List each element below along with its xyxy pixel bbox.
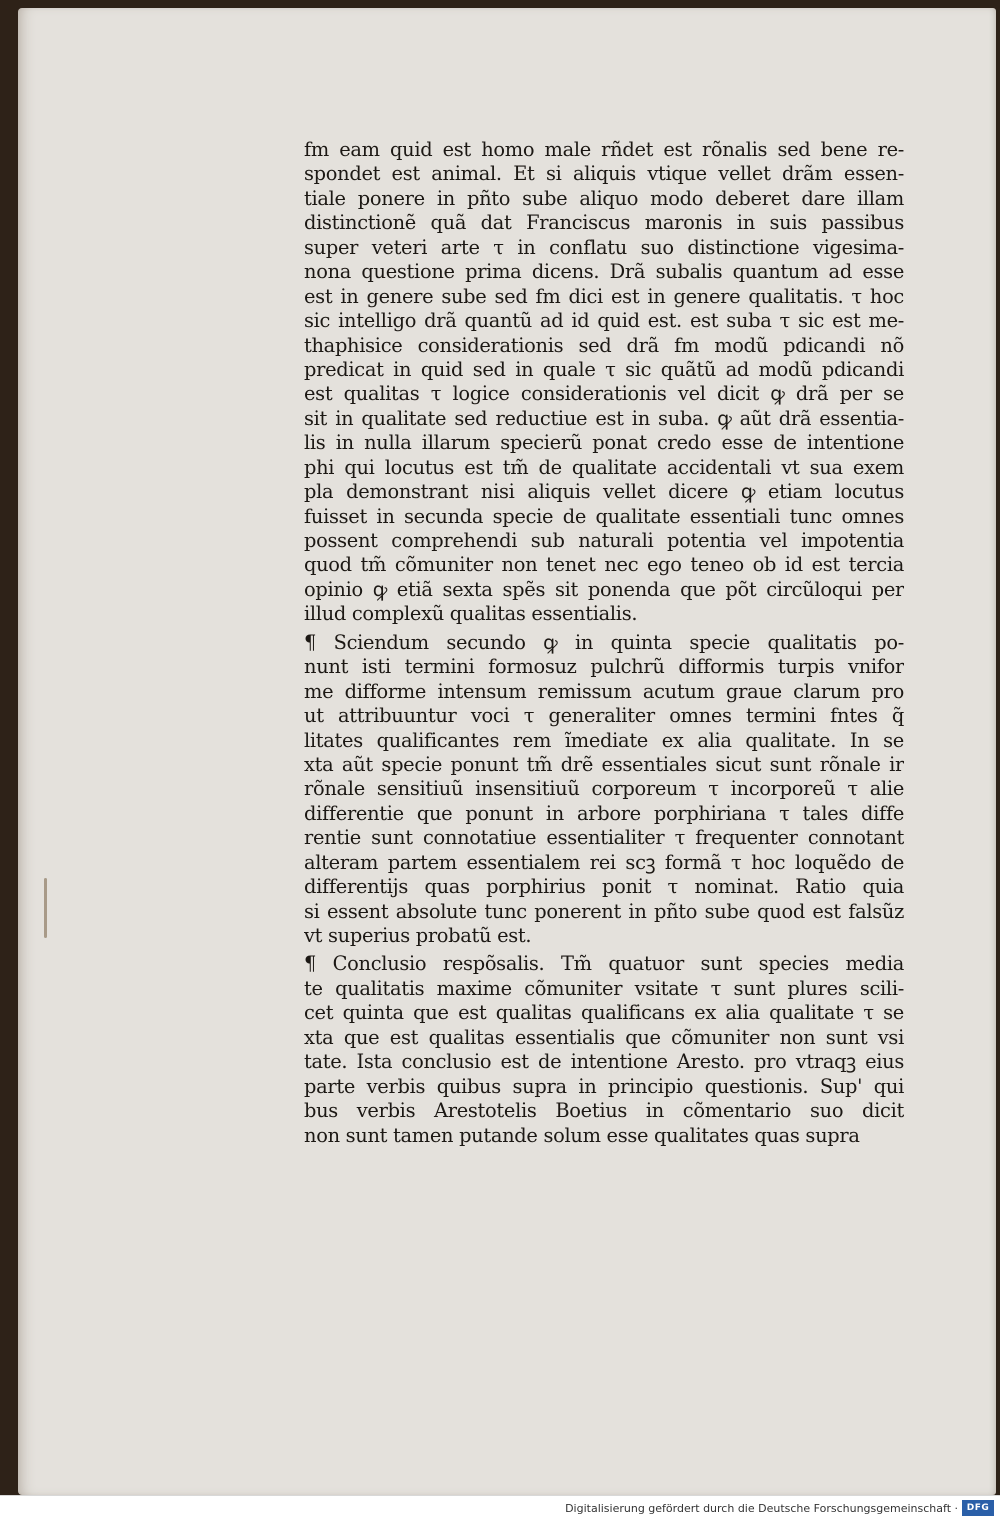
- text-line: rõnale sensitiuũ insensitiuũ corporeum τ incorporeũ τ alie: [304, 777, 904, 801]
- text-line: lis in nulla illarum specierũ ponat credo esse de intentione: [304, 431, 904, 455]
- text-line: litates qualificantes rem ĩmediate ex alia qualitate. In se: [304, 728, 904, 752]
- footer-bar: [0, 1495, 1000, 1521]
- text-line: phi qui locutus est tm̃ de qualitate accidentali vt sua exem: [304, 455, 904, 479]
- text-line: xta que est qualitas essentialis que cõmuniter non sunt vsi: [304, 1025, 904, 1049]
- text-line: nunt isti termini formosuz pulchrũ difformis turpis vnifor: [304, 655, 904, 679]
- text-line: sic intelligo drã quantũ ad id quid est. est suba τ sic est me-: [304, 309, 904, 333]
- text-line: alteram partem essentialem rei scꝫ formã τ hoc loquẽdo de: [304, 850, 904, 874]
- text-line: bus verbis Arestotelis Boetius in cõmentario suo dicit: [304, 1099, 904, 1123]
- text-line: fuisset in secunda specie de qualitate essentiali tunc omnes: [304, 504, 904, 528]
- text-line: possent comprehendi sub naturali potentia vel impotentia: [304, 529, 904, 552]
- text-line: thaphisice considerationis sed drã fm modũ pdicandi nõ: [304, 333, 904, 357]
- text-line: cet quinta que est qualitas qualificans ex alia qualitate τ se: [304, 1001, 904, 1025]
- text-line: est qualitas τ logice considerationis vel dicit ꝙ drã per se: [304, 382, 904, 406]
- text-line: tiale ponere in pñto sube aliquo modo deberet dare illam: [304, 186, 904, 210]
- text-line: est in genere sube sed fm dici est in genere qualitatis. τ hoc: [304, 284, 904, 308]
- text-line: quod tm̃ cõmuniter non tenet nec ego teneo ob id est tercia: [304, 553, 904, 577]
- text-line: vt superius probatũ est.: [304, 924, 532, 947]
- text-line: spondet est animal. Et si aliquis vtique vellet drãm essen-: [304, 162, 904, 186]
- text-line: pla demonstrant nisi aliquis vellet dicere ꝙ etiam locutus: [304, 480, 904, 504]
- text-line: super veteri arte τ in conflatu suo distinctione vigesima-: [304, 235, 904, 259]
- text-line: predicat in quid sed in quale τ sic quãtũ ad modũ pdicandi: [304, 357, 904, 381]
- text-line: me difforme intensum remissum acutum graue clarum pro: [304, 679, 904, 703]
- text-line: opinio ꝙ etiã sexta spẽs sit ponenda que põt circũloqui per: [304, 577, 904, 601]
- text-line: nona questione prima dicens. Drã subalis quantum ad esse: [304, 260, 904, 284]
- text-line: fm eam quid est homo male rñdet est rõnalis sed bene re-: [304, 138, 904, 161]
- text-line: differentijs quas porphirius ponit τ nominat. Ratio quia: [304, 875, 904, 899]
- text-line: xta aũt specie ponunt tm̃ drẽ essentiales sicut sunt rõnale ir: [304, 752, 904, 776]
- text-line: non sunt tamen putande solum esse qualitates quas supra: [304, 1123, 860, 1147]
- binding-mark: [44, 878, 47, 938]
- text-line: parte verbis quibus supra in principio questionis. Sup' qui: [304, 1074, 904, 1098]
- funding-notice: Digitalisierung gefördert durch die Deutsche Forschungsgemeinschaft ·: [565, 1502, 958, 1515]
- text-line: distinctionẽ quã dat Franciscus maronis in suis passibus: [304, 211, 904, 235]
- text-line: ut attribuuntur voci τ generaliter omnes termini fntes q̃: [304, 704, 904, 728]
- text-line: tate. Ista conclusio est de intentione Aresto. pro vtraqꝫ eius: [304, 1050, 904, 1074]
- text-line: sit in qualitate sed reductiue est in suba. ꝙ aũt drã essentia-: [304, 406, 904, 430]
- text-line: si essent absolute tunc ponerent in pñto sube quod est falsũz: [304, 899, 904, 923]
- text-line: rentie sunt connotatiue essentialiter τ frequenter connotant: [304, 826, 904, 850]
- text-line: differentie que ponunt in arbore porphiriana τ tales diffe: [304, 801, 904, 825]
- dfg-logo[interactable]: DFG: [962, 1500, 994, 1516]
- paragraph-start-line: ¶ Conclusio respõsalis. Tm̃ quatuor sunt species media: [304, 952, 904, 976]
- text-block: [304, 138, 904, 1148]
- paragraph-start-line: ¶ Sciendum secundo ꝙ in quinta specie qualitatis po-: [304, 630, 904, 654]
- text-line: te qualitatis maxime cõmuniter vsitate τ sunt plures scili-: [304, 976, 904, 1000]
- text-line: illud complexũ qualitas essentialis.: [304, 602, 638, 626]
